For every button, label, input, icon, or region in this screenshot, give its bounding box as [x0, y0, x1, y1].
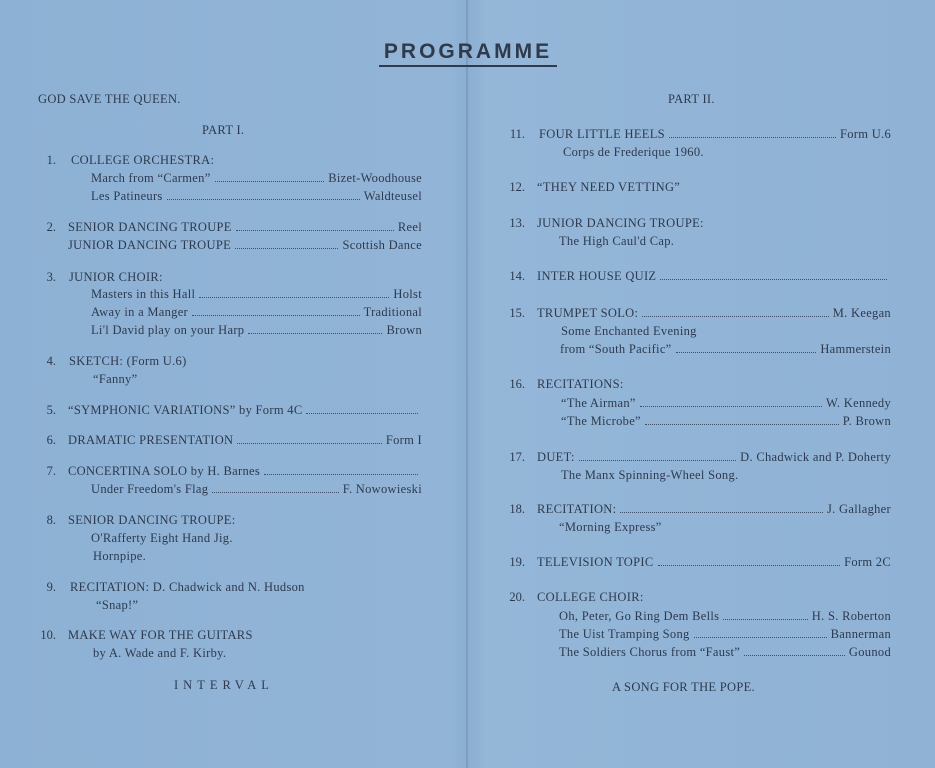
performer: M. Keegan	[832, 306, 891, 320]
item-number: 4.	[46, 354, 56, 368]
item-heading: CONCERTINA SOLO by H. Barnes	[68, 464, 261, 478]
item-heading: JUNIOR DANCING TROUPE	[68, 238, 232, 252]
part-one-heading: PART I.	[202, 123, 245, 137]
performer: Form 2C	[844, 555, 891, 569]
piece-title: “The Microbe”	[561, 414, 641, 428]
piece-title: March from “Carmen”	[91, 171, 211, 185]
item-heading: “THEY NEED VETTING”	[537, 180, 681, 194]
interval-label: INTERVAL	[174, 678, 274, 692]
leader-dots	[642, 316, 828, 317]
programme-line	[559, 627, 891, 642]
leader-dots	[236, 230, 394, 231]
composer: F. Nowowieski	[342, 482, 422, 496]
performer: D. Chadwick and P. Doherty	[740, 450, 891, 464]
composer: Bannerman	[830, 627, 891, 641]
item-number: 5.	[46, 403, 56, 417]
leader-dots	[620, 512, 823, 513]
programme-line	[537, 306, 891, 321]
performer: J. Gallagher	[827, 502, 891, 516]
anthem-line: GOD SAVE THE QUEEN.	[38, 92, 181, 106]
item-number: 9.	[46, 580, 56, 594]
leader-dots	[167, 199, 360, 200]
performer: P. Brown	[842, 414, 891, 428]
piece-title: “The Airman”	[561, 396, 636, 410]
piece-title: Oh, Peter, Go Ring Dem Bells	[559, 609, 720, 623]
leader-dots	[212, 492, 338, 493]
composer: Holst	[393, 287, 422, 301]
leader-dots	[264, 474, 418, 475]
programme-line	[68, 464, 422, 479]
piece-title: “Fanny”	[93, 372, 138, 386]
programme-line	[91, 323, 422, 338]
leader-dots	[306, 413, 418, 414]
piece-title: Some Enchanted Evening	[561, 324, 697, 338]
leader-dots	[235, 248, 338, 249]
performer: Reel	[397, 220, 422, 234]
piece-title: Away in a Manger	[91, 305, 189, 319]
leader-dots	[694, 637, 827, 638]
item-heading: SENIOR DANCING TROUPE	[68, 220, 232, 234]
composer: Hammerstein	[820, 342, 891, 356]
item-heading: RECITATION:	[537, 502, 617, 516]
piece-title: The Manx Spinning-Wheel Song.	[561, 468, 739, 482]
programme-line	[561, 396, 891, 411]
closing-line: A SONG FOR THE POPE.	[612, 680, 755, 694]
leader-dots	[658, 565, 841, 566]
piece-title: Hornpipe.	[93, 549, 147, 563]
leader-dots	[237, 443, 381, 444]
piece-title: from “South Pacific”	[560, 342, 672, 356]
leader-dots	[660, 279, 887, 280]
item-number: 6.	[46, 433, 56, 447]
item-heading: DUET:	[537, 450, 575, 464]
piece-title: The Soldiers Chorus from “Faust”	[559, 645, 741, 659]
item-number: 3.	[46, 270, 56, 284]
leader-dots	[248, 333, 382, 334]
programme-line	[537, 555, 891, 570]
item-number: 11.	[509, 127, 525, 141]
programme-line	[559, 645, 891, 660]
item-heading: JUNIOR DANCING TROUPE:	[537, 216, 704, 230]
item-heading: RECITATIONS:	[537, 377, 624, 391]
leader-dots	[199, 297, 389, 298]
item-heading: DRAMATIC PRESENTATION	[68, 433, 234, 447]
programme-line	[68, 403, 422, 418]
programme-line	[68, 220, 422, 235]
item-heading: COLLEGE ORCHESTRA:	[71, 153, 215, 167]
item-heading: COLLEGE CHOIR:	[537, 590, 644, 604]
programme-line	[537, 450, 891, 465]
performer: Scottish Dance	[342, 238, 422, 252]
item-heading: JUNIOR CHOIR:	[69, 270, 163, 284]
item-heading: RECITATION: D. Chadwick and N. Hudson	[70, 580, 305, 594]
performer: by A. Wade and F. Kirby.	[93, 646, 227, 660]
performer: Form I	[385, 433, 422, 447]
item-number: 2.	[46, 220, 56, 234]
composer: H. S. Roberton	[811, 609, 891, 623]
item-number: 8.	[46, 513, 56, 527]
programme-line	[91, 482, 422, 497]
programme-line	[91, 171, 422, 186]
piece-title: The Uist Tramping Song	[559, 627, 690, 641]
programme-line	[559, 609, 891, 624]
item-number: 1.	[46, 153, 56, 167]
composer: Bizet-Woodhouse	[328, 171, 422, 185]
item-number: 17.	[509, 450, 525, 464]
item-heading: SENIOR DANCING TROUPE:	[68, 513, 236, 527]
piece-title: “Morning Express”	[559, 520, 662, 534]
programme-line	[91, 287, 422, 302]
leader-dots	[723, 619, 807, 620]
item-number: 18.	[509, 502, 525, 516]
performer: W. Kennedy	[825, 396, 891, 410]
piece-title: “Snap!”	[96, 598, 139, 612]
composer: Gounod	[848, 645, 891, 659]
leader-dots	[676, 352, 817, 353]
composer: Traditional	[363, 305, 422, 319]
composer: Brown	[386, 323, 422, 337]
leader-dots	[215, 181, 325, 182]
item-number: 20.	[509, 590, 525, 604]
composer: Waldteusel	[363, 189, 422, 203]
piece-title: O'Rafferty Eight Hand Jig.	[91, 531, 233, 545]
leader-dots	[640, 406, 822, 407]
programme-line	[537, 269, 891, 284]
item-heading: “SYMPHONIC VARIATIONS” by Form 4C	[68, 403, 303, 417]
piece-title: Masters in this Hall	[91, 287, 196, 301]
item-heading: MAKE WAY FOR THE GUITARS	[68, 628, 253, 642]
leader-dots	[744, 655, 845, 656]
piece-title: Li'l David play on your Harp	[91, 323, 245, 337]
part-two-heading: PART II.	[668, 92, 715, 106]
piece-title: Les Patineurs	[91, 189, 163, 203]
item-heading: SKETCH: (Form U.6)	[69, 354, 187, 368]
leader-dots	[669, 137, 836, 138]
programme-line	[68, 238, 422, 253]
performer: Form U.6	[839, 127, 891, 141]
item-number: 10.	[40, 628, 56, 642]
leader-dots	[579, 460, 736, 461]
item-heading: TELEVISION TOPIC	[537, 555, 654, 569]
programme-line	[561, 414, 891, 429]
programme-line	[91, 189, 422, 204]
item-number: 14.	[509, 269, 525, 283]
item-number: 12.	[509, 180, 525, 194]
piece-title: The High Caul'd Cap.	[559, 234, 675, 248]
programme-line	[537, 502, 891, 517]
item-number: 15.	[509, 306, 525, 320]
leader-dots	[645, 424, 839, 425]
page-title: PROGRAMME	[379, 40, 557, 67]
leader-dots	[192, 315, 360, 316]
item-number: 16.	[509, 377, 525, 391]
item-heading: INTER HOUSE QUIZ	[537, 269, 657, 283]
item-heading: FOUR LITTLE HEELS	[539, 127, 665, 141]
item-number: 13.	[509, 216, 525, 230]
programme-line	[560, 342, 891, 357]
piece-title: Corps de Frederique 1960.	[563, 145, 704, 159]
item-number: 19.	[509, 555, 525, 569]
programme-line	[91, 305, 422, 320]
piece-title: Under Freedom's Flag	[91, 482, 209, 496]
item-heading: TRUMPET SOLO:	[537, 306, 639, 320]
programme-line	[68, 433, 422, 448]
item-number: 7.	[46, 464, 56, 478]
center-fold	[466, 0, 468, 768]
programme-line	[539, 127, 891, 142]
